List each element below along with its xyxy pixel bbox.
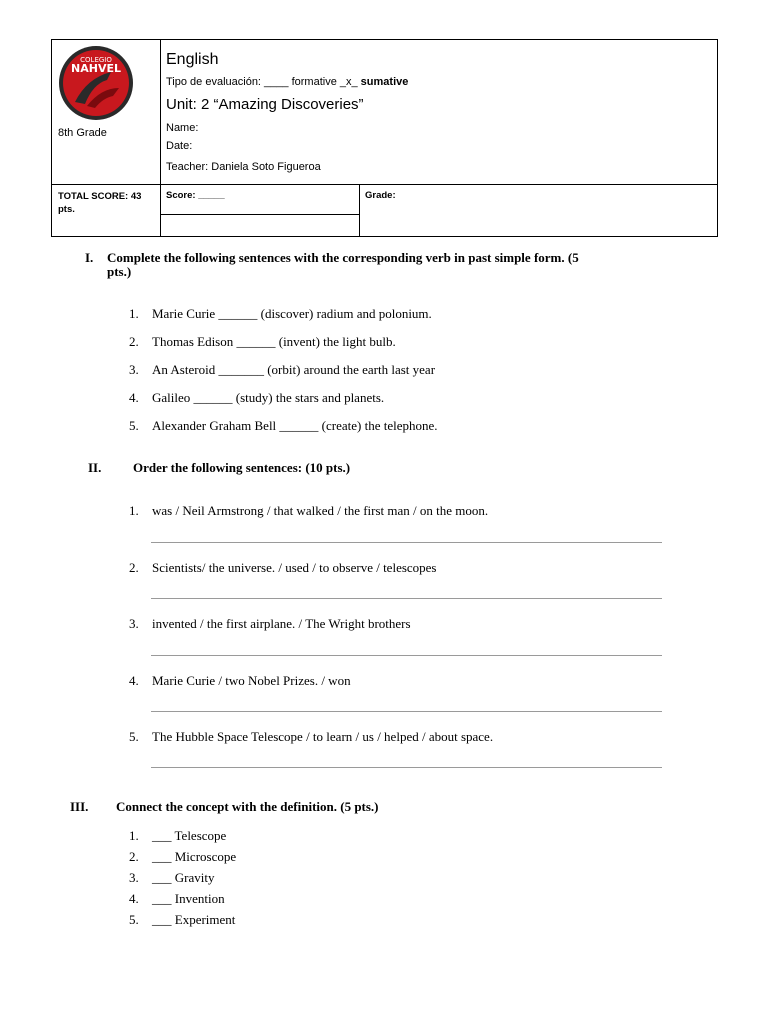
item-text: Thomas Edison ______ (invent) the light bulb. [152, 334, 396, 349]
section1-title-line2: pts.) [107, 264, 132, 279]
evaluation-type [166, 76, 408, 88]
item-number: 3. [129, 870, 139, 885]
section2-title: Order the following sentences: (10 pts.) [133, 460, 351, 475]
section3-title: Connect the concept with the definition. (5 pts.) [116, 799, 379, 814]
answer-line [151, 767, 662, 768]
section3-numeral: III. [70, 799, 89, 814]
item-text: ___ Microscope [152, 849, 237, 864]
evaluation-type-sumative: sumative [357, 76, 409, 88]
total-score: TOTAL SCORE: 43 pts. [58, 191, 142, 215]
item-text: Marie Curie ______ (discover) radium and polonium. [152, 306, 432, 321]
grade-field: Grade: [365, 190, 396, 201]
evaluation-type-mark: _x_ [339, 76, 358, 88]
date-field: Date: [166, 140, 193, 152]
item-text: Galileo ______ (study) the stars and planets. [152, 390, 385, 405]
item-text: ___ Telescope [152, 828, 227, 843]
subject-title: English [166, 51, 219, 68]
header-table [51, 39, 718, 237]
item-text: Scientists/ the universe. / used / to observe / telescopes [152, 560, 437, 575]
section1-title-line1: Complete the following sentences with the corresponding verb in past simple form. (5 [107, 250, 579, 265]
item-number: 4. [129, 891, 139, 906]
item-number: 2. [129, 560, 139, 575]
logo-text-colegio: COLEGIO [80, 56, 112, 64]
teacher-field: Teacher: Daniela Soto Figueroa [166, 161, 321, 173]
item-text: ___ Invention [152, 891, 225, 906]
answer-line [151, 711, 662, 712]
unit-title: Unit: 2 “Amazing Discoveries” [166, 96, 364, 113]
school-logo [57, 44, 135, 122]
logo-text-nahvel: NAHVEL [71, 62, 121, 75]
score-field: Score: _____ [166, 190, 225, 201]
item-text: ___ Gravity [152, 870, 215, 885]
answer-line [151, 542, 662, 543]
item-number: 3. [129, 616, 139, 631]
answer-line [151, 655, 662, 656]
answer-line [151, 598, 662, 599]
item-text: Marie Curie / two Nobel Prizes. / won [152, 673, 351, 688]
item-text: ___ Experiment [152, 912, 236, 927]
section2-numeral: II. [88, 460, 102, 475]
item-number: 1. [129, 306, 139, 321]
item-number: 5. [129, 912, 139, 927]
item-text: The Hubble Space Telescope / to learn / us / helped / about space. [152, 729, 494, 744]
item-number: 1. [129, 828, 139, 843]
grade-level: 8th Grade [58, 127, 107, 139]
evaluation-type-label: Tipo de evaluación: ____ formative [166, 76, 340, 88]
item-number: 2. [129, 849, 139, 864]
item-text: An Asteroid _______ (orbit) around the earth last year [152, 362, 436, 377]
name-field: Name: [166, 122, 199, 134]
item-number: 2. [129, 334, 139, 349]
item-number: 4. [129, 673, 139, 688]
item-number: 3. [129, 362, 139, 377]
item-number: 5. [129, 418, 139, 433]
item-text: Alexander Graham Bell ______ (create) the telephone. [152, 418, 438, 433]
item-text: was / Neil Armstrong / that walked / the first man / on the moon. [152, 503, 489, 518]
item-text: invented / the first airplane. / The Wright brothers [152, 616, 411, 631]
item-number: 4. [129, 390, 139, 405]
section1-numeral: I. [85, 250, 94, 265]
item-number: 5. [129, 729, 139, 744]
item-number: 1. [129, 503, 139, 518]
